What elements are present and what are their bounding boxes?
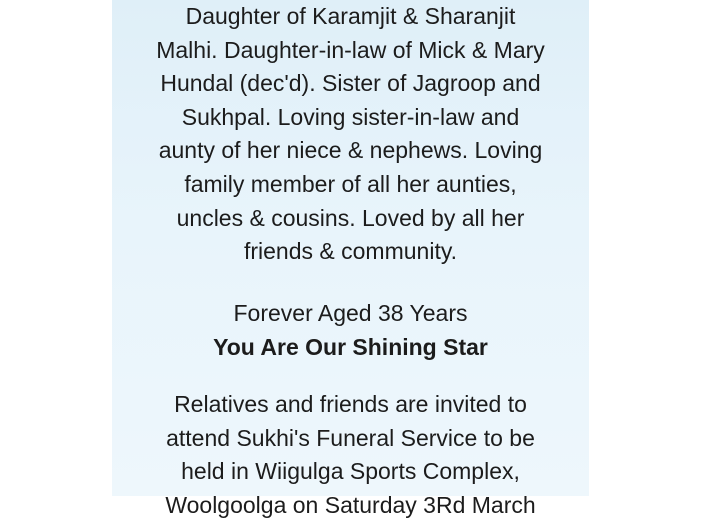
service-line-4: Woolgoolga on Saturday 3Rd March: [165, 491, 536, 518]
family-line-4: Sukhpal. Loving sister-in-law and: [181, 103, 520, 130]
memorial-block: [112, 297, 589, 364]
family-line-5: aunty of her niece & nephews. Loving: [158, 137, 543, 164]
service-line-2: attend Sukhi's Funeral Service to be: [166, 424, 535, 451]
age-line: Forever Aged 38 Years: [233, 300, 468, 326]
family-line-3: Hundal (dec'd). Sister of Jagroop and: [160, 70, 541, 97]
funeral-notice-panel: [112, 0, 589, 518]
family-line-2: Malhi. Daughter-in-law of Mick & Mary: [156, 36, 545, 63]
family-line-7: uncles & cousins. Loved by all her: [176, 204, 525, 231]
family-line-8: friends & community.: [243, 238, 458, 265]
tagline: You Are Our Shining Star: [213, 333, 488, 360]
service-line-3: held in Wiigulga Sports Complex,: [181, 458, 520, 485]
family-line-6: family member of all her aunties,: [184, 170, 517, 197]
service-paragraph: [112, 388, 589, 522]
service-line-1: Relatives and friends are invited to: [174, 391, 527, 417]
family-paragraph: [112, 0, 589, 269]
family-line-1: Daughter of Karamjit & Sharanjit: [185, 3, 516, 29]
